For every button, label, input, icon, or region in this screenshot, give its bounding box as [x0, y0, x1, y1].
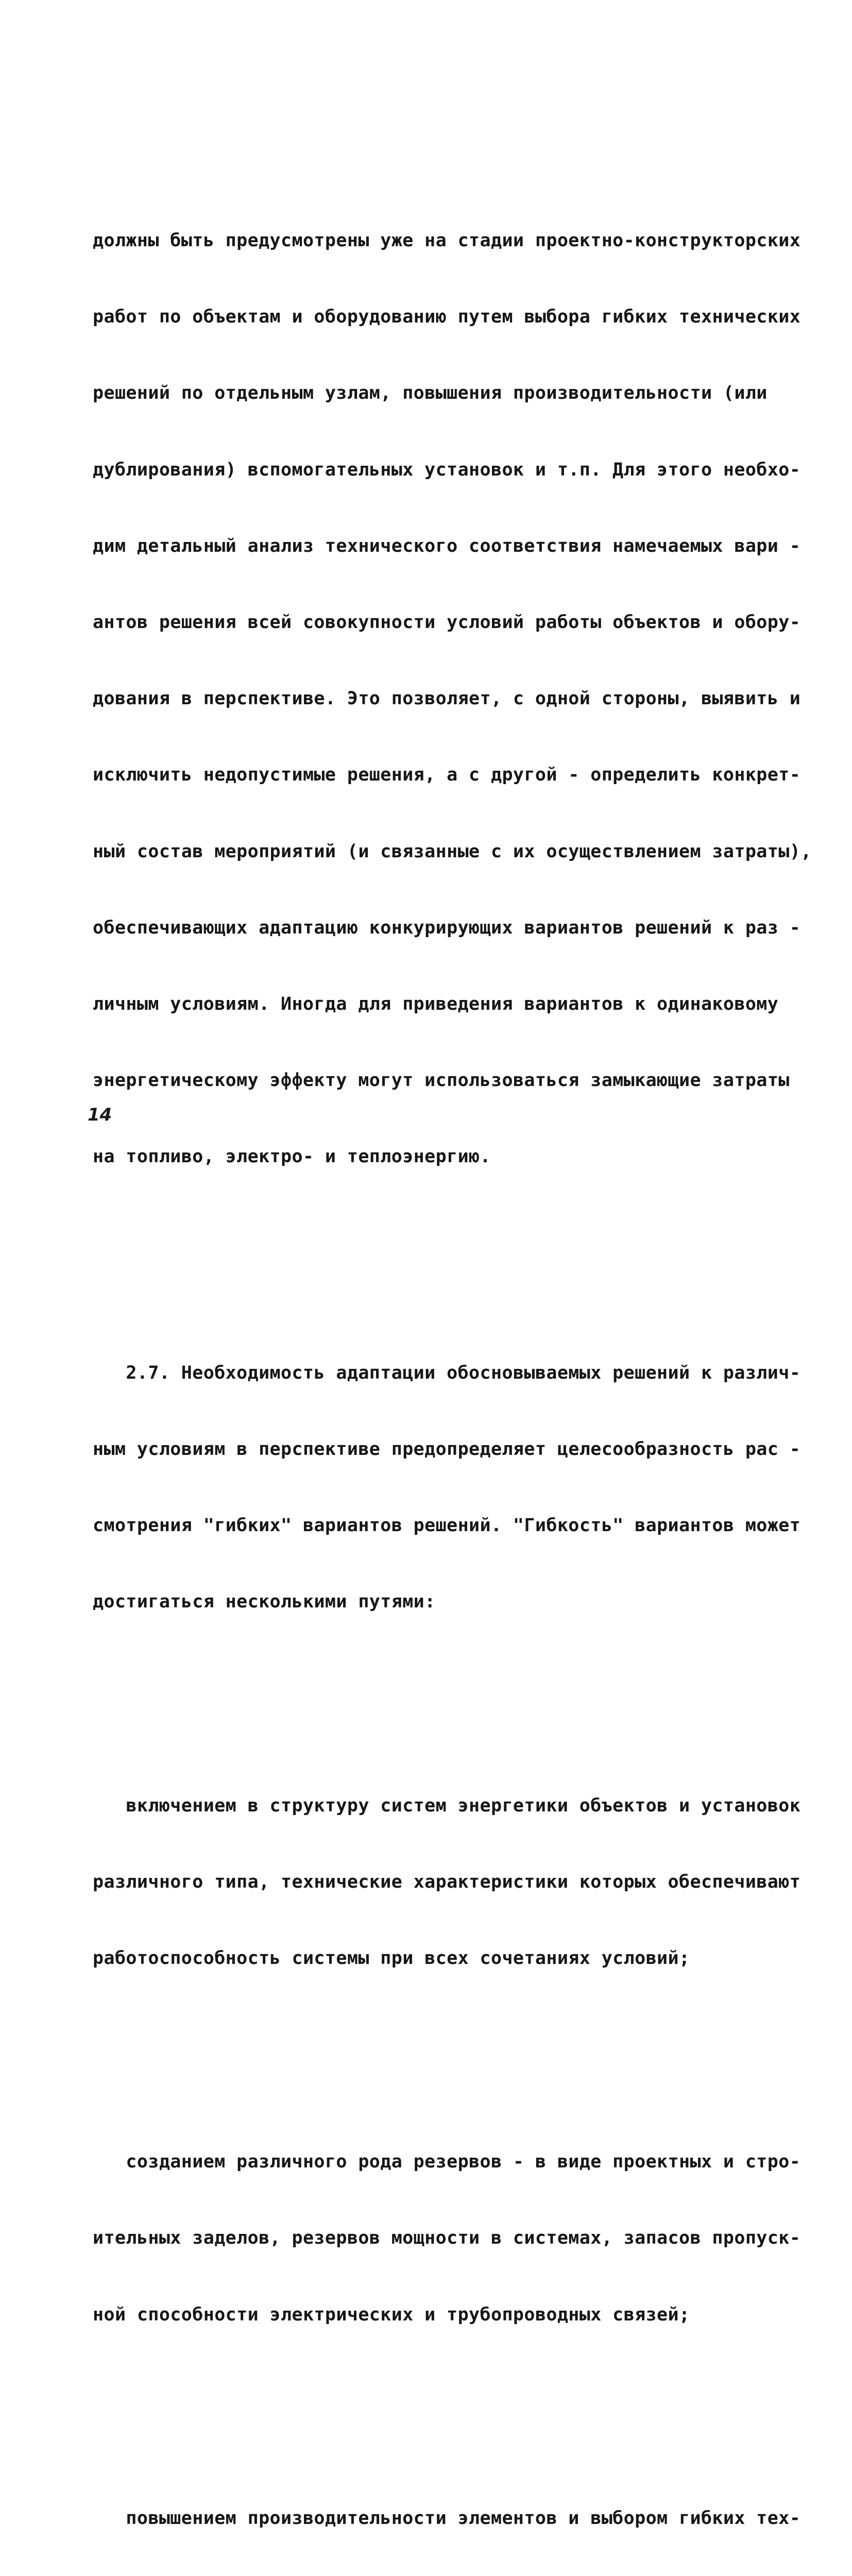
- paragraph-section-2-7: [93, 1310, 801, 1666]
- text-line: дублирования) вспомогательных установок и т.п. Для этого необхо-: [93, 459, 801, 480]
- text-line: работоспособность системы при всех сочетаниях условий;: [93, 1947, 690, 1969]
- text-line: ным условиям в перспективе предопределяет целесообразность рас -: [93, 1438, 801, 1460]
- paragraph-continuation: [93, 177, 812, 1221]
- text-line: включением в структуру систем энергетики объектов и установок: [93, 1795, 801, 1816]
- text-line: работ по объектам и оборудованию путем выбора гибких технических: [93, 307, 801, 328]
- text-line: 2.7. Необходимость адаптации обосновываемых решений к различ-: [93, 1362, 801, 1383]
- text-line: антов решения всей совокупности условий работы объектов и обору-: [93, 612, 801, 633]
- text-line: должны быть предусмотрены уже на стадии проектно-конструкторских: [93, 230, 801, 251]
- text-line: созданием различного рода резервов - в виде проектных и стро-: [93, 2151, 801, 2173]
- text-line: энергетическому эффекту могут использоваться замыкающие затраты: [93, 1070, 790, 1091]
- list-item-reserves: [93, 2098, 801, 2378]
- text-line: личным условиям. Иногда для приведения вариантов к одинаковому: [93, 994, 779, 1015]
- text-line: повышением производительности элементов и выбором гибких тех-: [93, 2507, 801, 2529]
- text-line: обеспечивающих адаптацию конкурирующих вариантов решений к раз -: [93, 917, 801, 938]
- list-item-inclusion: [93, 1742, 801, 2022]
- text-line: различного типа, технические характеристики которых обеспечивают: [93, 1871, 801, 1892]
- text-line: решений по отдельным узлам, повышения производительности (или: [93, 383, 768, 404]
- text-line: ительных заделов, резервов мощности в системах, запасов пропуск-: [93, 2228, 801, 2249]
- text-line: дим детальный анализ технического соответствия намечаемых вари -: [93, 535, 801, 556]
- text-line: исключить недопустимые решения, а с другой - определить конкрет-: [93, 765, 801, 786]
- text-line: смотрения "гибких" вариантов решений. "Гибкость" вариантов может: [93, 1515, 801, 1536]
- page-number: 14: [88, 1105, 112, 1125]
- text-line: на топливо, электро- и теплоэнергию.: [93, 1146, 491, 1167]
- text-line: ной способности электрических и трубопроводных связей;: [93, 2304, 690, 2325]
- text-line: ный состав мероприятий (и связанные с их осуществлением затраты),: [93, 841, 812, 862]
- list-item-productivity: [93, 2455, 801, 2576]
- text-line: достигаться несколькими путями:: [93, 1591, 436, 1613]
- document-body: [93, 101, 812, 2576]
- text-line: дования в перспективе. Это позволяет, с одной стороны, выявить и: [93, 688, 801, 709]
